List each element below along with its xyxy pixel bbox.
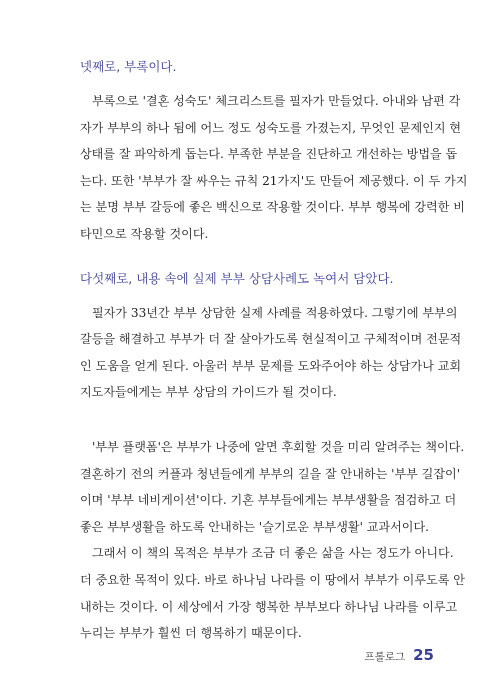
text-line: 갈등을 해결하고 부부가 더 잘 살아가도록 현실적이고 구체적이며 전문적 <box>80 332 462 347</box>
text-line: 부록으로 '결혼 성숙도' 체크리스트를 필자가 만들었다. 아내와 남편 각 <box>92 94 461 108</box>
chapter-label: 프롤로그 <box>364 651 406 663</box>
text-line: 는다. 또한 '부부가 잘 싸우는 규칙 21가지'도 만들어 제공했다. 이 두 가지 <box>80 173 468 188</box>
page-body <box>80 58 468 647</box>
text-line: 이며 '부부 네비게이션'이다. 기혼 부부들에게는 부부생활을 점검하고 더 <box>80 493 457 508</box>
text-line: 인 도움을 얻게 된다. 아울러 부부 문제를 도와주어야 하는 상담가나 교회 <box>80 358 462 373</box>
text-line: 더 중요한 목적이 있다. 바로 하나님 나라를 이 땅에서 부부가 이루도록 안 <box>80 572 465 587</box>
text-line: 좋은 부부생활을 하도록 안내하는 '슬기로운 부부생활' 교과서이다. <box>80 519 429 534</box>
text-line: 는 분명 부부 갈등에 좋은 백신으로 작용할 것이다. 부부 행복에 강력한 비 <box>80 200 465 215</box>
text-line: 지도자들에게는 부부 상담의 가이드가 될 것이다. <box>80 385 337 400</box>
text-line: 내하는 것이다. 이 세상에서 가장 행복한 부부보다 하나님 나라를 이루고 <box>80 599 458 614</box>
paragraph-appendix <box>80 88 468 248</box>
paragraph-purpose <box>80 540 465 646</box>
text-line: 결혼하기 전의 커플과 청년들에게 부부의 길을 잘 안내하는 '부부 길잡이' <box>80 466 461 481</box>
text-line: 그래서 이 책의 목적은 부부가 조금 더 좋은 삶을 사는 정도가 아니다. <box>92 546 454 561</box>
text-line: 타민으로 작용할 것이다. <box>80 226 209 241</box>
paragraph-case-studies <box>80 300 462 406</box>
text-line: 상태를 잘 파악하게 돕는다. 부족한 부분을 진단하고 개선하는 방법을 돕 <box>80 147 458 162</box>
text-line: 필자가 33년간 부부 상담한 실제 사례를 적용하였다. 그렇기에 부부의 <box>92 305 458 320</box>
page-number: 25 <box>413 646 434 664</box>
section-heading-fifth: 다섯째로, 내용 속에 실제 부부 상담사례도 녹여서 담았다. <box>80 270 394 286</box>
text-line: 누리는 부부가 훨씬 더 행복하기 때문이다. <box>80 626 302 641</box>
section-heading-fourth: 넷째로, 부록이다. <box>80 59 177 74</box>
page-footer <box>365 646 434 664</box>
text-line: '부부 플랫폼'은 부부가 나중에 알면 후회할 것을 미리 알려주는 책이다. <box>92 439 465 454</box>
text-line: 자가 부부의 하나 됨에 어느 정도 성숙도를 가졌는지, 무엇인 문제인지 현 <box>80 120 462 135</box>
paragraph-platform <box>80 434 465 540</box>
